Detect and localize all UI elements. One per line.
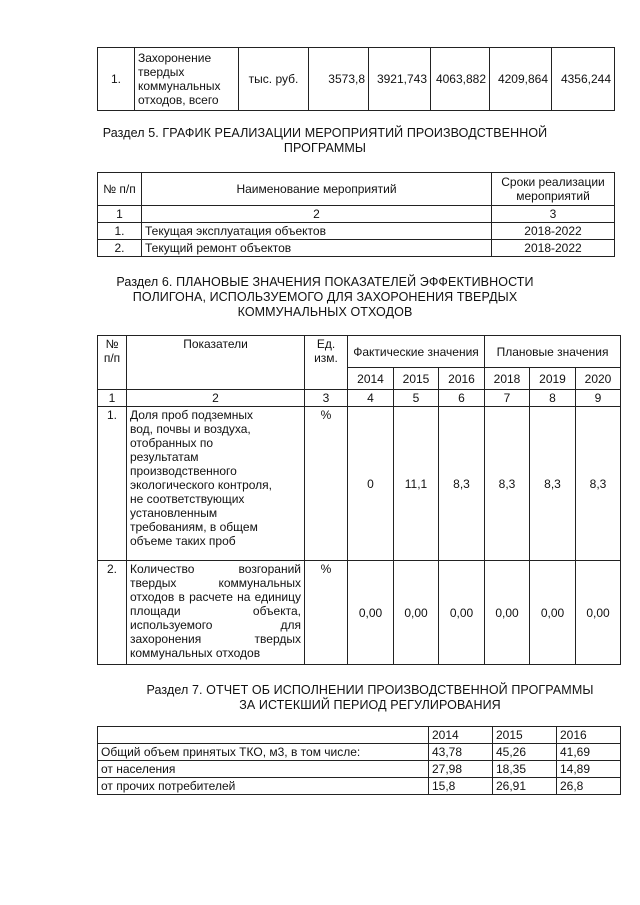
section5-schedule-table <box>97 172 615 257</box>
header-period: Сроки реализации мероприятий <box>492 173 615 206</box>
row-unit: тыс. руб. <box>239 48 309 111</box>
header-actual: Фактические значения <box>348 336 485 368</box>
header-unit: Ед. изм. <box>305 336 348 390</box>
value-cell: 3921,743 <box>369 48 431 111</box>
section5-title: Раздел 5. ГРАФИК РЕАЛИЗАЦИИ МЕРОПРИЯТИЙ ПРОИЗВОДСТВЕННОЙ ПРОГРАММЫ <box>102 126 548 155</box>
row-name: Захоронение твердых коммунальных отходов, всего <box>135 48 239 111</box>
section6-title: Раздел 6. ПЛАНОВЫЕ ЗНАЧЕНИЯ ПОКАЗАТЕЛЕЙ ЭФФЕКТИВНОСТИ ПОЛИГОНА, ИСПОЛЬЗУЕМОГО ДЛЯ ЗАХОРОНЕНИЯ ТВЕРДЫХ КОММУНАЛЬНЫХ ОТХОДОВ <box>116 275 534 319</box>
table-row <box>98 48 615 111</box>
value-cell: 3573,8 <box>309 48 369 111</box>
table-index-row: 1 2 3 <box>98 206 615 223</box>
header-name: Наименование мероприятий <box>142 173 492 206</box>
table-row: Общий объем принятых ТКО, м3, в том числе: 43,78 45,26 41,69 <box>98 744 621 761</box>
table-header-row <box>98 173 615 206</box>
table-row: 2. Количество возгораний твердых коммунальных отходов в расчете на единицу площади объекта, используемого для захоронения твердых коммунальных отходов % 0,00 0,00 0,00 0,00 0,00 0,00 <box>98 561 621 665</box>
row-number: 1. <box>98 48 135 111</box>
table-row: 1. Текущая эксплуатация объектов 2018-2022 <box>98 223 615 240</box>
header-num: № п/п <box>98 173 142 206</box>
table-row: 1. Доля проб подземных вод, почвы и воздуха, отобранных по результатам производственного экологического контроля, не соответствующих установленным требованиям, в общем объеме таких проб % 0 11,1 8,3 8,3 8,3 8,3 <box>98 407 621 561</box>
indicator-text: Доля проб подземных вод, почвы и воздуха, отобранных по результатам производственного экологического контроля, не соответствующих установленным требованиям, в общем объеме таких проб <box>127 407 305 561</box>
table-index-row: 1 2 3 4 5 6 7 8 9 <box>98 390 621 407</box>
value-cell: 4063,882 <box>431 48 490 111</box>
indicator-text: Количество возгораний твердых коммунальных отходов в расчете на единицу площади объекта, используемого для захоронения твердых коммунальных отходов <box>127 561 305 665</box>
section6-indicators-table <box>97 335 621 665</box>
table-row: 2. Текущий ремонт объектов 2018-2022 <box>98 240 615 257</box>
header-indicator: Показатели <box>127 336 305 390</box>
table-row: от прочих потребителей 15,8 26,91 26,8 <box>98 778 621 795</box>
waste-disposal-cost-table <box>97 47 615 111</box>
section7-title: Раздел 7. ОТЧЕТ ОБ ИСПОЛНЕНИИ ПРОИЗВОДСТВЕННОЙ ПРОГРАММЫ ЗА ИСТЕКШИЙ ПЕРИОД РЕГУЛИРОВАНИЯ <box>146 683 594 712</box>
value-cell: 4209,864 <box>490 48 552 111</box>
header-planned: Плановые значения <box>485 336 621 368</box>
table-header-row: 2014 2015 2016 <box>98 727 621 744</box>
header-num: № п/п <box>98 336 127 390</box>
table-row: от населения 27,98 18,35 14,89 <box>98 761 621 778</box>
section7-report-table <box>97 726 621 795</box>
value-cell: 4356,244 <box>552 48 615 111</box>
table-header-row <box>98 336 621 368</box>
table-years-row: 2014 2015 2016 2018 2019 2020 <box>98 368 621 390</box>
